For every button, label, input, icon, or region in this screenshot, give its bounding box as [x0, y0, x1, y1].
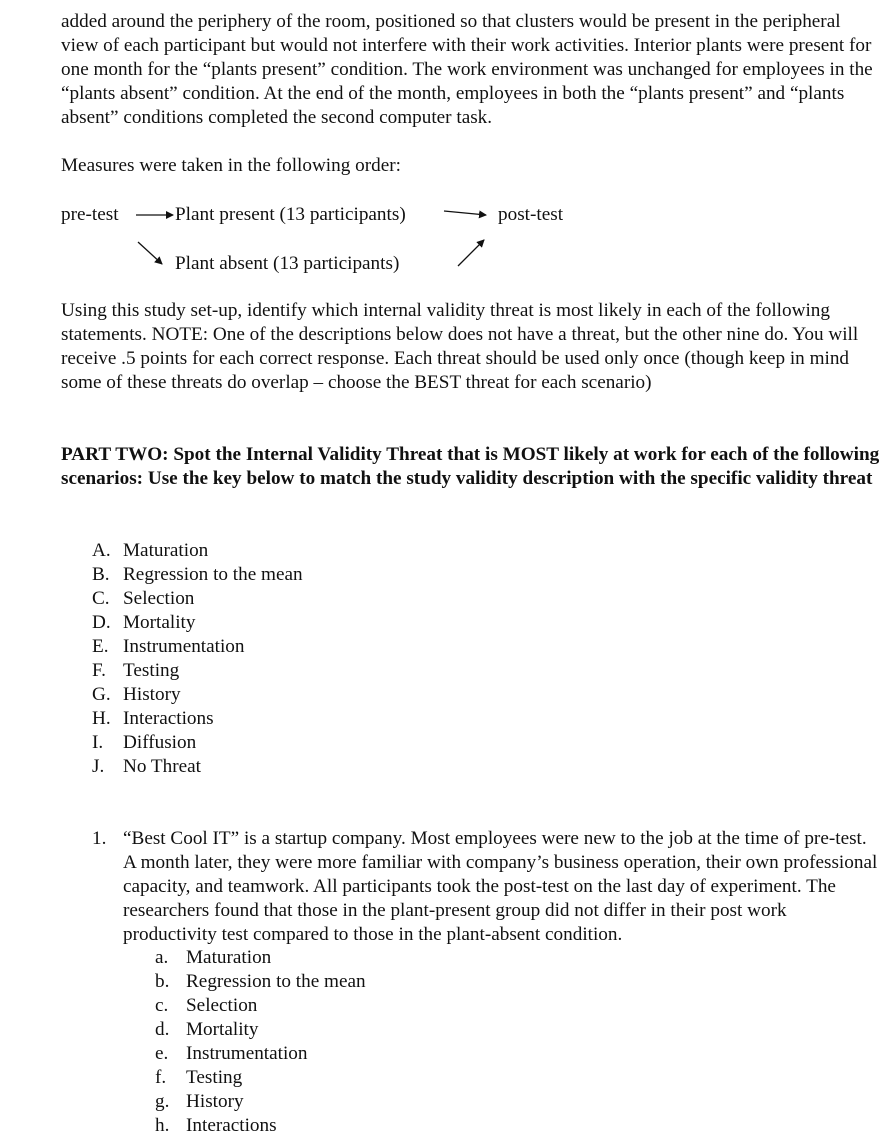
option-item[interactable]: e. Instrumentation [155, 1043, 308, 1064]
measures-line: Measures were taken in the following order: [61, 155, 401, 176]
key-item: E. Instrumentation [92, 636, 245, 657]
key-item: B. Regression to the mean [92, 564, 303, 585]
part-two-heading: PART TWO: Spot the Internal Validity Threat that is MOST likely at work for each of the following scenarios: Use the key below to match the study validity description with the specific validity threat [61, 444, 880, 489]
plant-absent-label: Plant absent (13 participants) [175, 253, 400, 274]
option-item[interactable]: g. History [155, 1091, 244, 1112]
key-item: C. Selection [92, 588, 195, 609]
key-item: I. Diffusion [92, 732, 197, 753]
threat-key-list [92, 539, 303, 779]
instructions-paragraph: Using this study set-up, identify which internal validity threat is most likely in each of the following statements. NOTE: One of the descriptions below does not have a threat, but the other nine do. You will receive .5 points for each correct response. Each threat should be used only once (though keep in mind some of these threats do overlap – choose the BEST threat for each scenario) [61, 300, 859, 393]
question-text: “Best Cool IT” is a startup company. Most employees were new to the job at the time of pre-test. A month later, they were more familiar with company’s business operation, their own professional capacity, and teamwork. All participants took the post-test on the last day of experiment. The researchers found that those in the plant-present group did not differ in their post work productivity test compared to those in the plant-absent condition. [123, 828, 878, 945]
key-item: F. Testing [92, 660, 180, 681]
key-item: H. Interactions [92, 708, 214, 729]
intro-paragraph: added around the periphery of the room, positioned so that clusters would be present in the peripheral view of each participant but would not interfere with their work activities. Interior plants were present for one month for the “plants present” condition. The work environment was unchanged for employees in the “plants absent” condition. At the end of the month, employees in both the “plants present” and “plants absent” conditions completed the second computer task. [61, 11, 873, 128]
key-item: G. History [92, 684, 181, 705]
posttest-label: post-test [498, 204, 564, 225]
arrow-pretest-to-absent [138, 242, 162, 264]
arrow-absent-to-posttest [458, 240, 484, 266]
option-item[interactable]: d. Mortality [155, 1019, 259, 1040]
diagram-arrows [0, 0, 896, 300]
plant-present-label: Plant present (13 participants) [175, 204, 406, 225]
question-1-options [155, 946, 366, 1138]
option-item[interactable]: a. Maturation [155, 947, 272, 968]
option-item[interactable]: c. Selection [155, 995, 258, 1016]
key-item: A. Maturation [92, 540, 209, 561]
key-item: J. No Threat [92, 756, 201, 777]
option-item[interactable]: f. Testing [155, 1067, 243, 1088]
option-item[interactable]: h. Interactions [155, 1115, 277, 1136]
arrow-present-to-posttest [444, 211, 486, 215]
question-number: 1. [92, 828, 107, 849]
option-item[interactable]: b. Regression to the mean [155, 971, 366, 992]
key-item: D. Mortality [92, 612, 196, 633]
pretest-label: pre-test [61, 204, 119, 225]
